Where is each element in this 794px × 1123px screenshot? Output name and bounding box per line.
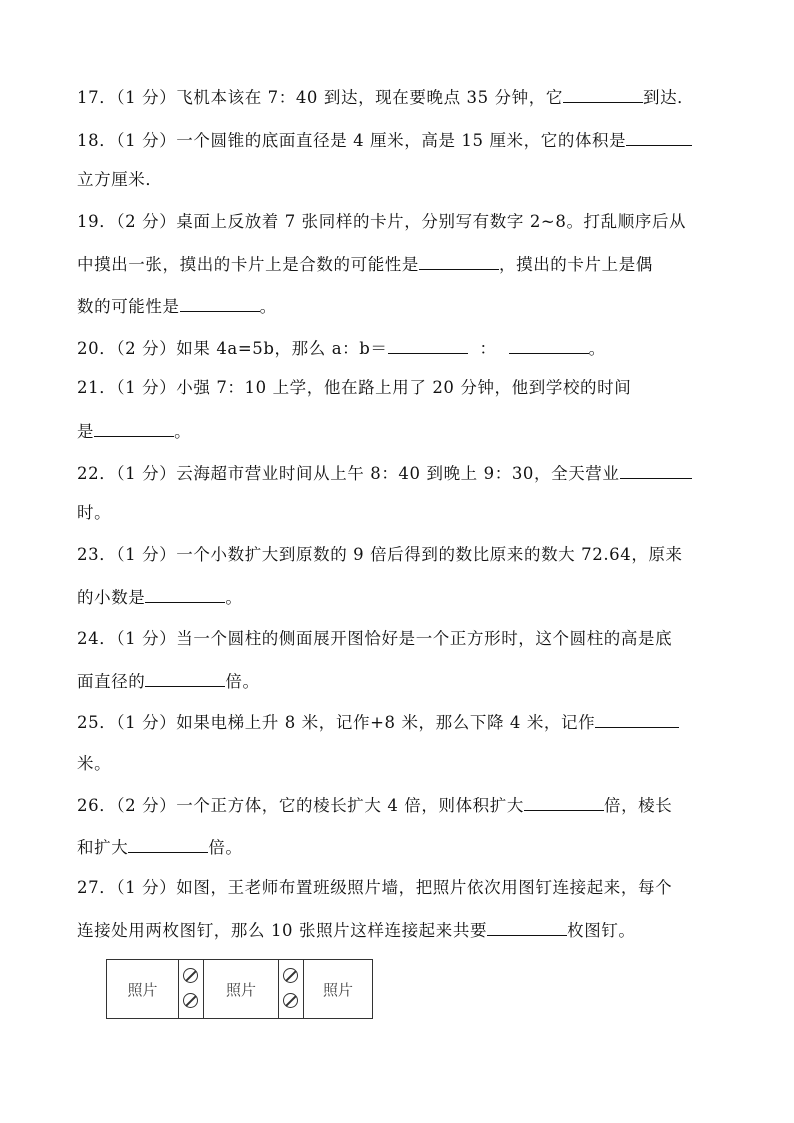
answer-blank[interactable] [563, 87, 643, 103]
answer-blank[interactable] [595, 712, 679, 728]
question-22-cont: 时。 [77, 503, 112, 522]
answer-blank[interactable] [128, 837, 208, 853]
question-27: 27．（1 分）如图，王老师布置班级照片墙，把照片依次用图钉连接起来，每个 [77, 878, 673, 897]
question-23-cont: 的小数是 。 [77, 588, 243, 607]
question-19-cont2: 数的可能性是 。 [77, 297, 277, 316]
photo-cell: 照片 [322, 980, 353, 999]
answer-blank[interactable] [180, 296, 260, 312]
photo-wall-figure [106, 959, 373, 1019]
answer-blank[interactable] [524, 795, 604, 811]
question-18: 18．（1 分）一个圆锥的底面直径是 4 厘米，高是 15 厘米，它的体积是 [77, 130, 692, 151]
thumbtack-icon [283, 993, 298, 1008]
answer-blank[interactable] [626, 130, 692, 146]
question-26-cont: 和扩大 倍。 [77, 838, 243, 857]
question-25-cont: 米。 [77, 754, 112, 773]
answer-blank[interactable] [145, 671, 225, 687]
question-19-cont: 中摸出一张，摸出的卡片上是合数的可能性是 ，摸出的卡片上是偶 [77, 255, 653, 274]
answer-blank[interactable] [94, 421, 174, 437]
pin-joint [278, 960, 304, 1018]
question-18-cont: 立方厘米． [77, 170, 163, 189]
thumbtack-icon [283, 968, 298, 983]
question-24-cont: 面直径的 倍。 [77, 672, 260, 691]
question-24: 24．（1 分）当一个圆柱的侧面展开图恰好是一个正方形时，这个圆柱的高是底 [77, 629, 673, 648]
photo-cell: 照片 [127, 980, 158, 999]
thumbtack-icon [183, 968, 198, 983]
question-20: 20．（2 分）如果 4a=5b，那么 a：b＝ ： 。 [77, 339, 606, 358]
answer-blank[interactable] [509, 338, 589, 354]
answer-blank[interactable] [487, 920, 567, 936]
question-21-cont: 是 。 [77, 422, 192, 441]
question-25: 25．（1 分）如果电梯上升 8 米，记作+8 米，那么下降 4 米，记作 [77, 712, 679, 733]
question-23: 23．（1 分）一个小数扩大到原数的 9 倍后得到的数比原来的数大 72.64，原来 [77, 545, 683, 564]
photo-cell: 照片 [225, 980, 256, 999]
answer-blank[interactable] [145, 587, 225, 603]
answer-blank[interactable] [388, 338, 468, 354]
question-21: 21．（1 分）小强 7：10 上学，他在路上用了 20 分钟，他到学校的时间 [77, 378, 632, 397]
pin-joint [178, 960, 204, 1018]
question-27-cont: 连接处用两枚图钉，那么 10 张照片这样连接起来共要 枚图钉。 [77, 921, 636, 940]
question-26: 26．（2 分）一个正方体，它的棱长扩大 4 倍，则体积扩大 倍，棱长 [77, 796, 673, 815]
question-17: 17．（1 分）飞机本该在 7：40 到达，现在要晚点 35 分钟，它 到达． [77, 88, 695, 107]
answer-blank[interactable] [620, 463, 692, 479]
answer-blank[interactable] [419, 254, 499, 270]
thumbtack-icon [183, 993, 198, 1008]
question-19: 19．（2 分）桌面上反放着 7 张同样的卡片，分别写有数字 2~8。打乱顺序后从 [77, 212, 687, 231]
question-22: 22．（1 分）云海超市营业时间从上午 8：40 到晚上 9：30，全天营业 [77, 463, 692, 484]
